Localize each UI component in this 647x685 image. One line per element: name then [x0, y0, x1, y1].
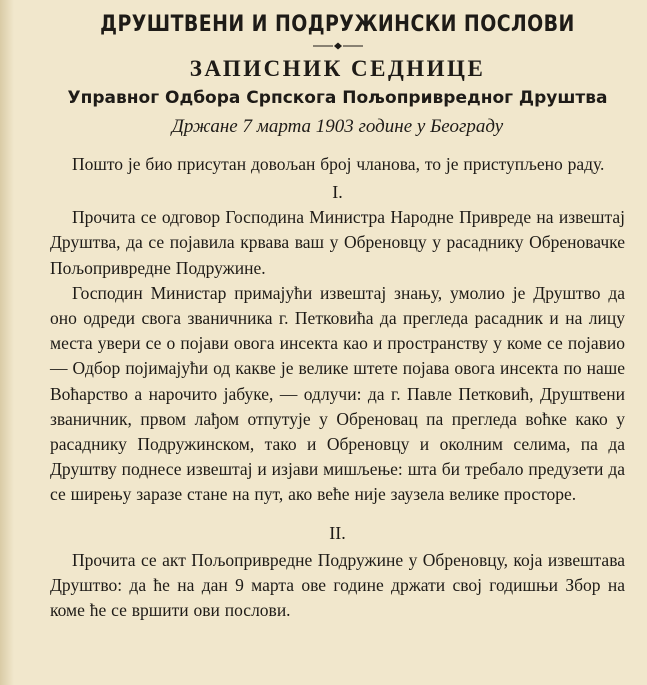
- section-paragraph: Господин Министар примајући извештај знању, умолио је Друштво да оно одреди свога званичника г. Петковића да прегледа расадник и на лицу места увери се о појави овога инсекта као и пространству у коме се појавио — Одбор појимајући од какве је велике штете појава овога инсекта по наше Воћарство а нарочито јабуке, — одлучи: да г. Павле Петковић, Друштвени званичник, првом лађом отпутује у Обреновац па прегледа воћке како у расаднику Подружинском, тако и Обреновцу и околним селима, па да Друштву поднесе извештај и изјави мишљење: шта би требало предузети да се ширењу заразе стане на пут, ако веће није заузела велике просторе.: [50, 282, 625, 505]
- page-binding-shadow: [0, 0, 14, 685]
- section-paragraph: Прочита се одговор Господина Министра Народне Привреде на извештај Друштва, да се појавила крвава ваш у Обреновцу у расаднику Обреновачке Пољопривредне Подружине.: [50, 207, 625, 278]
- section-heading: ДРУШТВЕНИ И ПОДРУЖИНСКИ ПОСЛОВИ: [100, 12, 575, 37]
- ornament-divider-icon: [313, 42, 363, 50]
- section-numeral: II.: [329, 522, 346, 543]
- section-numeral: I.: [332, 182, 343, 203]
- board-name: Управног Одбора Српскога Пољопривредног Друштва: [67, 88, 608, 108]
- section-paragraph: Прочита се акт Пољопривредне Подружине у Обреновцу, која извештава Друштво: да ће на дан 9 марта ове године држати свој годишњи Збор на коме ће се вршити ови послови.: [50, 549, 625, 621]
- opening-paragraph: Пошто је био присутан довољан број чланова, то је приступљено раду.: [72, 154, 605, 174]
- meeting-date: Држане 7 марта 1903 године у Београду: [171, 116, 504, 137]
- record-title: ЗАПИСНИК СЕДНИЦЕ: [189, 56, 486, 81]
